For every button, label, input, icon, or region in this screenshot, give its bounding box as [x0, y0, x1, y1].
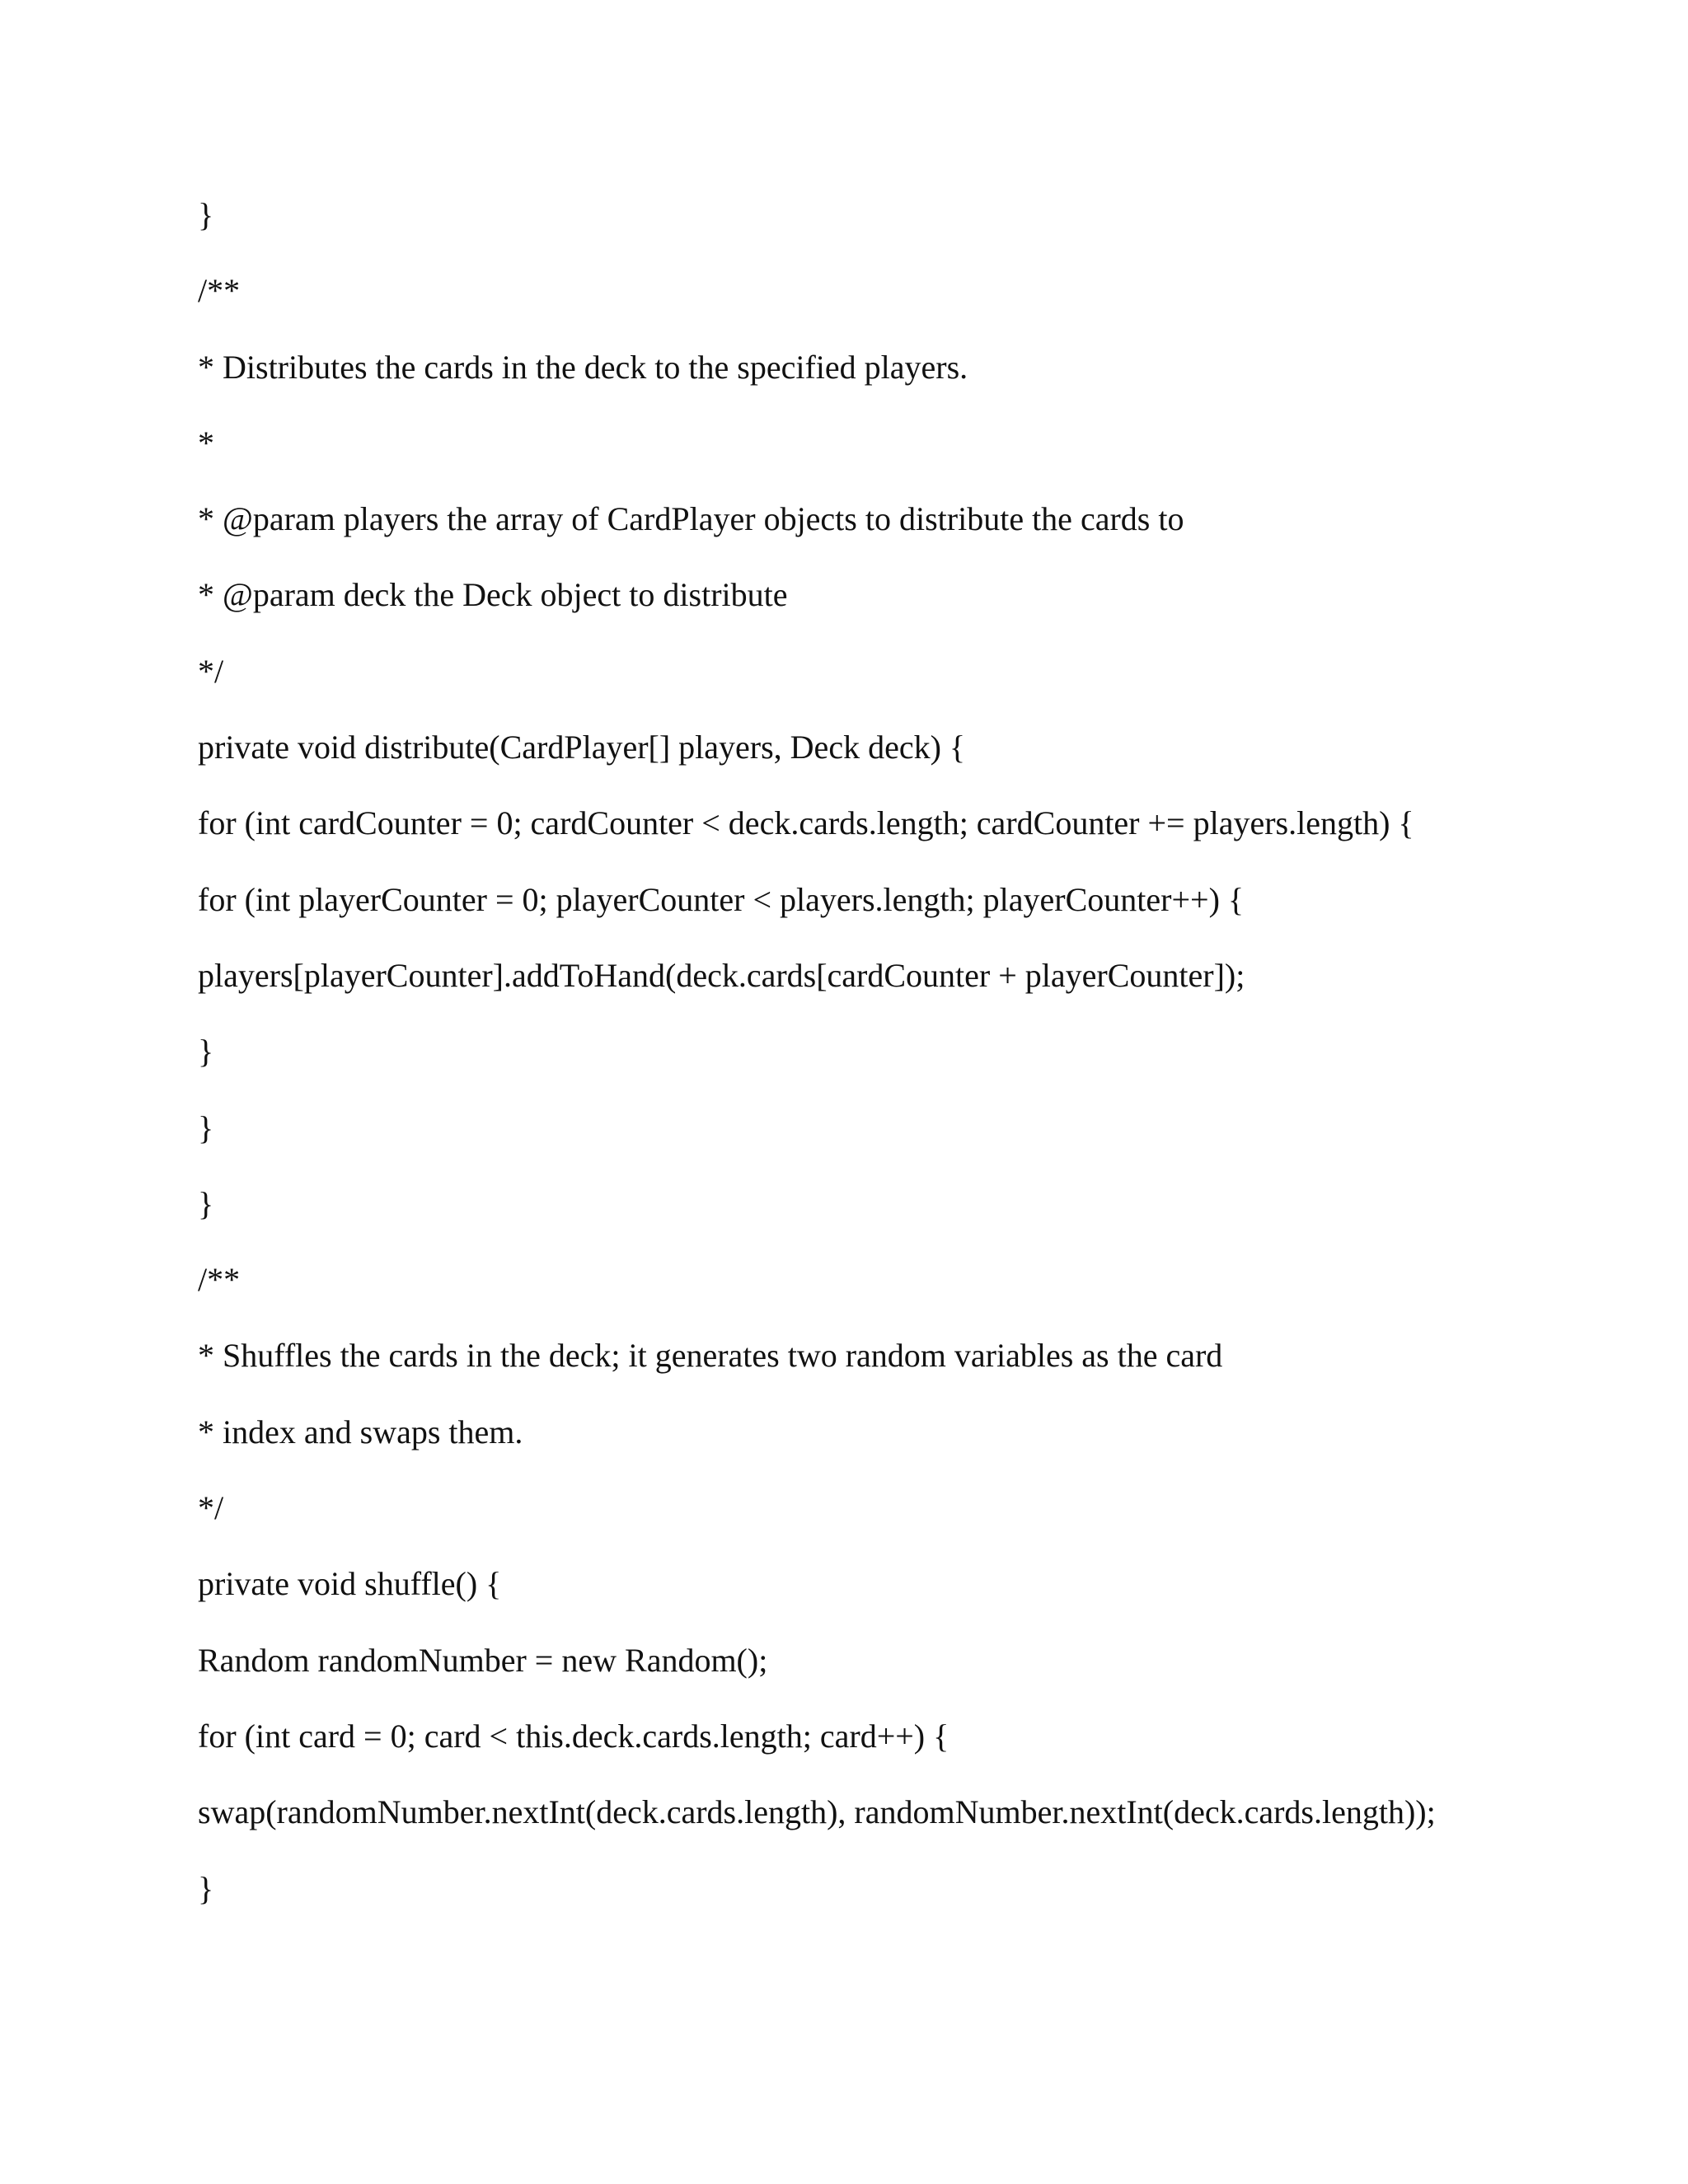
- code-listing: [198, 190, 1615, 1939]
- code-line: for (int cardCounter = 0; cardCounter < deck.cards.length; cardCounter += players.length) {: [198, 804, 1414, 842]
- code-line: }: [198, 196, 214, 233]
- code-line: * @param players the array of CardPlayer objects to distribute the cards to: [198, 500, 1184, 538]
- code-line: * index and swaps them.: [198, 1413, 523, 1451]
- code-line: /**: [198, 1261, 241, 1299]
- code-line: /**: [198, 272, 241, 310]
- code-line: for (int playerCounter = 0; playerCounter < players.length; playerCounter++) {: [198, 880, 1245, 918]
- code-line: private void distribute(CardPlayer[] players, Deck deck) {: [198, 729, 966, 766]
- code-line: * Distributes the cards in the deck to the specified players.: [198, 348, 968, 386]
- code-line: * Shuffles the cards in the deck; it generates two random variables as the card: [198, 1337, 1223, 1375]
- code-line: }: [198, 1184, 214, 1222]
- code-line: Random randomNumber = new Random();: [198, 1641, 768, 1679]
- code-line: * @param deck the Deck object to distribute: [198, 576, 788, 614]
- code-line: private void shuffle() {: [198, 1565, 502, 1603]
- code-line: players[playerCounter].addToHand(deck.cards[cardCounter + playerCounter]);: [198, 956, 1245, 994]
- code-line: }: [198, 1033, 214, 1071]
- code-line: */: [198, 1489, 224, 1527]
- code-line: *: [198, 424, 214, 462]
- code-line: }: [198, 1869, 214, 1907]
- code-line: for (int card = 0; card < this.deck.cards.length; card++) {: [198, 1717, 950, 1755]
- code-line: swap(randomNumber.nextInt(deck.cards.length), randomNumber.nextInt(deck.cards.length));: [198, 1793, 1436, 1831]
- code-line: }: [198, 1108, 214, 1146]
- code-line: */: [198, 652, 224, 690]
